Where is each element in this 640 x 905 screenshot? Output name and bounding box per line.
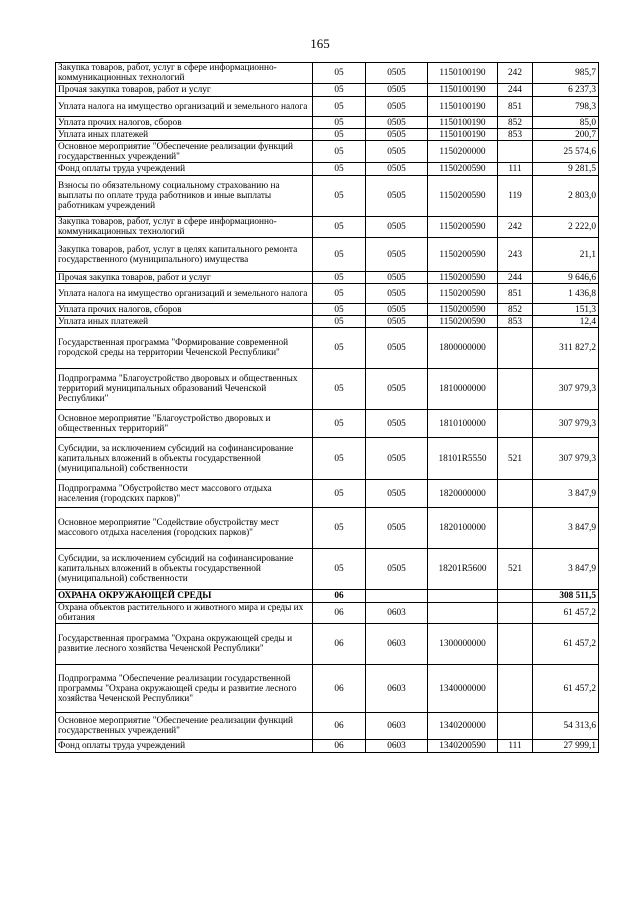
- row-amount: 307 979,3: [533, 410, 599, 438]
- row-section: 05: [313, 438, 366, 480]
- table-row: [56, 410, 599, 438]
- row-amount: 61 457,2: [533, 603, 599, 624]
- row-expense-type: [498, 410, 533, 438]
- row-amount: 151,3: [533, 304, 599, 316]
- row-subsection: 0505: [366, 141, 428, 163]
- row-amount: 12,4: [533, 316, 599, 328]
- row-expense-type: 242: [498, 217, 533, 238]
- row-section: 05: [313, 163, 366, 176]
- row-expense-type: 521: [498, 438, 533, 480]
- row-expense-type: [498, 665, 533, 713]
- row-amount: 200,7: [533, 129, 599, 141]
- row-amount: 6 237,3: [533, 84, 599, 97]
- row-subsection: 0505: [366, 480, 428, 508]
- row-section: 05: [313, 316, 366, 328]
- row-name: Закупка товаров, работ, услуг в сфере информационно-коммуникационных технологий: [56, 63, 313, 84]
- row-name: Подпрограмма "Обустройство мест массового отдыха населения (городских парков)": [56, 480, 313, 508]
- table-row: [56, 603, 599, 624]
- row-name: Уплата иных платежей: [56, 129, 313, 141]
- row-section: 05: [313, 284, 366, 304]
- table-row: [56, 176, 599, 217]
- row-name: Фонд оплаты труда учреждений: [56, 163, 313, 176]
- table-row: [56, 369, 599, 410]
- row-name: Уплата налога на имущество организаций и земельного налога: [56, 97, 313, 117]
- row-name: Уплата иных платежей: [56, 316, 313, 328]
- row-name: Основное мероприятие "Обеспечение реализации функций государственных учреждений": [56, 713, 313, 740]
- row-subsection: 0505: [366, 410, 428, 438]
- row-subsection: 0505: [366, 316, 428, 328]
- row-amount: 61 457,2: [533, 665, 599, 713]
- row-name: Закупка товаров, работ, услуг в сфере информационно-коммуникационных технологий: [56, 217, 313, 238]
- row-name: Прочая закупка товаров, работ и услуг: [56, 84, 313, 97]
- budget-table: [55, 62, 599, 753]
- table-row: [56, 63, 599, 84]
- row-subsection: 0505: [366, 238, 428, 272]
- row-amount: 54 313,6: [533, 713, 599, 740]
- row-name: Взносы по обязательному социальному страхованию на выплаты по оплате труда работников и иные выплаты работникам учреждений: [56, 176, 313, 217]
- row-subsection: 0603: [366, 624, 428, 665]
- row-name: Фонд оплаты труда учреждений: [56, 740, 313, 753]
- table-row: [56, 665, 599, 713]
- row-amount: 25 574,6: [533, 141, 599, 163]
- row-name: Основное мероприятие "Благоустройство дворовых и общественных территорий": [56, 410, 313, 438]
- row-name: Прочая закупка товаров, работ и услуг: [56, 272, 313, 284]
- row-section: 05: [313, 369, 366, 410]
- row-amount: 311 827,2: [533, 328, 599, 369]
- row-target-article: 1150200590: [428, 238, 498, 272]
- budget-table-body: [56, 63, 599, 753]
- row-target-article: 1150100190: [428, 117, 498, 129]
- row-subsection: 0505: [366, 63, 428, 84]
- row-subsection: 0603: [366, 603, 428, 624]
- row-expense-type: 244: [498, 84, 533, 97]
- row-target-article: 1800000000: [428, 328, 498, 369]
- table-row: [56, 316, 599, 328]
- row-target-article: 1150100190: [428, 97, 498, 117]
- row-target-article: 1340200590: [428, 740, 498, 753]
- row-target-article: 1150200590: [428, 316, 498, 328]
- row-amount: 21,1: [533, 238, 599, 272]
- row-amount: 985,7: [533, 63, 599, 84]
- row-amount: 61 457,2: [533, 624, 599, 665]
- row-amount: 3 847,9: [533, 508, 599, 549]
- row-section: 05: [313, 63, 366, 84]
- row-target-article: 1150100190: [428, 84, 498, 97]
- table-row: [56, 117, 599, 129]
- row-subsection: 0505: [366, 217, 428, 238]
- row-expense-type: [498, 624, 533, 665]
- table-row: [56, 163, 599, 176]
- row-section: 06: [313, 603, 366, 624]
- table-row: [56, 740, 599, 753]
- row-subsection: 0505: [366, 328, 428, 369]
- row-target-article: 18201R5600: [428, 549, 498, 590]
- row-expense-type: 852: [498, 117, 533, 129]
- row-name: ОХРАНА ОКРУЖАЮЩЕЙ СРЕДЫ: [56, 590, 313, 603]
- row-name: Охрана объектов растительного и животного мира и среды их обитания: [56, 603, 313, 624]
- row-amount: 1 436,8: [533, 284, 599, 304]
- row-name: Уплата прочих налогов, сборов: [56, 304, 313, 316]
- row-name: Основное мероприятие "Содействие обустройству мест массового отдыха населения (городских парков)": [56, 508, 313, 549]
- row-section: 05: [313, 480, 366, 508]
- row-subsection: 0505: [366, 508, 428, 549]
- table-row: [56, 438, 599, 480]
- row-subsection: 0603: [366, 713, 428, 740]
- row-section: 05: [313, 141, 366, 163]
- row-target-article: 1150100190: [428, 129, 498, 141]
- row-amount: 85,0: [533, 117, 599, 129]
- row-expense-type: 244: [498, 272, 533, 284]
- row-name: Уплата налога на имущество организаций и земельного налога: [56, 284, 313, 304]
- row-section: 05: [313, 304, 366, 316]
- row-name: Основное мероприятие "Обеспечение реализации функций государственных учреждений": [56, 141, 313, 163]
- table-row: [56, 272, 599, 284]
- row-expense-type: 851: [498, 97, 533, 117]
- row-subsection: 0505: [366, 129, 428, 141]
- row-target-article: 1150200000: [428, 141, 498, 163]
- row-name: Субсидии, за исключением субсидий на софинансирование капитальных вложений в объекты государственной (муниципальной) собственности: [56, 438, 313, 480]
- row-section: 05: [313, 410, 366, 438]
- row-target-article: 1150200590: [428, 163, 498, 176]
- row-name: Государственная программа "Формирование современной городской среды на территории Чеченской Республики": [56, 328, 313, 369]
- row-amount: 9 646,6: [533, 272, 599, 284]
- row-target-article: [428, 590, 498, 603]
- row-section: 06: [313, 590, 366, 603]
- row-target-article: 1150200590: [428, 272, 498, 284]
- row-target-article: 1150200590: [428, 304, 498, 316]
- row-name: Государственная программа "Охрана окружающей среды и развитие лесного хозяйства Чеченской Республики": [56, 624, 313, 665]
- row-subsection: [366, 590, 428, 603]
- row-section: 05: [313, 238, 366, 272]
- table-row: [56, 590, 599, 603]
- row-expense-type: [498, 369, 533, 410]
- row-target-article: 1150200590: [428, 176, 498, 217]
- table-row: [56, 141, 599, 163]
- row-expense-type: 111: [498, 740, 533, 753]
- row-subsection: 0505: [366, 176, 428, 217]
- row-amount: 3 847,9: [533, 549, 599, 590]
- row-section: 06: [313, 665, 366, 713]
- row-section: 05: [313, 129, 366, 141]
- row-section: 05: [313, 176, 366, 217]
- table-row: [56, 217, 599, 238]
- row-subsection: 0505: [366, 304, 428, 316]
- row-amount: 307 979,3: [533, 438, 599, 480]
- row-amount: 9 281,5: [533, 163, 599, 176]
- table-row: [56, 713, 599, 740]
- row-expense-type: 521: [498, 549, 533, 590]
- row-target-article: 1820000000: [428, 480, 498, 508]
- table-row: [56, 624, 599, 665]
- row-amount: 27 999,1: [533, 740, 599, 753]
- row-expense-type: [498, 713, 533, 740]
- table-row: [56, 328, 599, 369]
- row-target-article: 1820100000: [428, 508, 498, 549]
- row-expense-type: 851: [498, 284, 533, 304]
- row-target-article: 1150100190: [428, 63, 498, 84]
- row-expense-type: 119: [498, 176, 533, 217]
- row-target-article: 1340000000: [428, 665, 498, 713]
- row-name: Подпрограмма "Благоустройство дворовых и общественных территорий муниципальных образований Чеченской Республики": [56, 369, 313, 410]
- row-subsection: 0505: [366, 438, 428, 480]
- row-target-article: 18101R5550: [428, 438, 498, 480]
- row-expense-type: 243: [498, 238, 533, 272]
- row-target-article: 1810000000: [428, 369, 498, 410]
- table-row: [56, 84, 599, 97]
- row-expense-type: 111: [498, 163, 533, 176]
- row-name: Субсидии, за исключением субсидий на софинансирование капитальных вложений в объекты государственной (муниципальной) собственности: [56, 549, 313, 590]
- row-section: 05: [313, 97, 366, 117]
- row-name: Уплата прочих налогов, сборов: [56, 117, 313, 129]
- row-expense-type: [498, 141, 533, 163]
- row-section: 05: [313, 549, 366, 590]
- row-expense-type: 853: [498, 129, 533, 141]
- row-amount: 308 511,5: [533, 590, 599, 603]
- page-number: 165: [310, 36, 330, 51]
- row-subsection: 0603: [366, 740, 428, 753]
- row-amount: 307 979,3: [533, 369, 599, 410]
- row-section: 06: [313, 740, 366, 753]
- table-row: [56, 304, 599, 316]
- row-subsection: 0505: [366, 117, 428, 129]
- row-section: 06: [313, 624, 366, 665]
- row-expense-type: [498, 590, 533, 603]
- table-row: [56, 549, 599, 590]
- row-expense-type: [498, 480, 533, 508]
- row-section: 05: [313, 84, 366, 97]
- row-section: 05: [313, 117, 366, 129]
- row-section: 06: [313, 713, 366, 740]
- table-row: [56, 508, 599, 549]
- row-expense-type: [498, 603, 533, 624]
- row-subsection: 0505: [366, 163, 428, 176]
- row-name: Подпрограмма "Обеспечение реализации государственной программы "Охрана окружающей среды и развитие лесного хозяйства Чеченской Республики": [56, 665, 313, 713]
- row-section: 05: [313, 328, 366, 369]
- row-expense-type: [498, 328, 533, 369]
- row-amount: 2 222,0: [533, 217, 599, 238]
- table-row: [56, 480, 599, 508]
- row-subsection: 0505: [366, 549, 428, 590]
- row-subsection: 0603: [366, 665, 428, 713]
- row-expense-type: [498, 508, 533, 549]
- row-subsection: 0505: [366, 97, 428, 117]
- row-section: 05: [313, 508, 366, 549]
- row-section: 05: [313, 272, 366, 284]
- row-expense-type: 242: [498, 63, 533, 84]
- row-target-article: [428, 603, 498, 624]
- row-target-article: 1150200590: [428, 217, 498, 238]
- row-amount: 2 803,0: [533, 176, 599, 217]
- row-target-article: 1810100000: [428, 410, 498, 438]
- row-subsection: 0505: [366, 369, 428, 410]
- row-target-article: 1150200590: [428, 284, 498, 304]
- row-section: 05: [313, 217, 366, 238]
- table-row: [56, 97, 599, 117]
- row-amount: 798,3: [533, 97, 599, 117]
- row-subsection: 0505: [366, 84, 428, 97]
- table-row: [56, 129, 599, 141]
- row-expense-type: 852: [498, 304, 533, 316]
- table-row: [56, 238, 599, 272]
- row-amount: 3 847,9: [533, 480, 599, 508]
- row-subsection: 0505: [366, 284, 428, 304]
- row-expense-type: 853: [498, 316, 533, 328]
- row-subsection: 0505: [366, 272, 428, 284]
- row-target-article: 1340200000: [428, 713, 498, 740]
- row-target-article: 1300000000: [428, 624, 498, 665]
- table-row: [56, 284, 599, 304]
- row-name: Закупка товаров, работ, услуг в целях капитального ремонта государственного (муниципального) имущества: [56, 238, 313, 272]
